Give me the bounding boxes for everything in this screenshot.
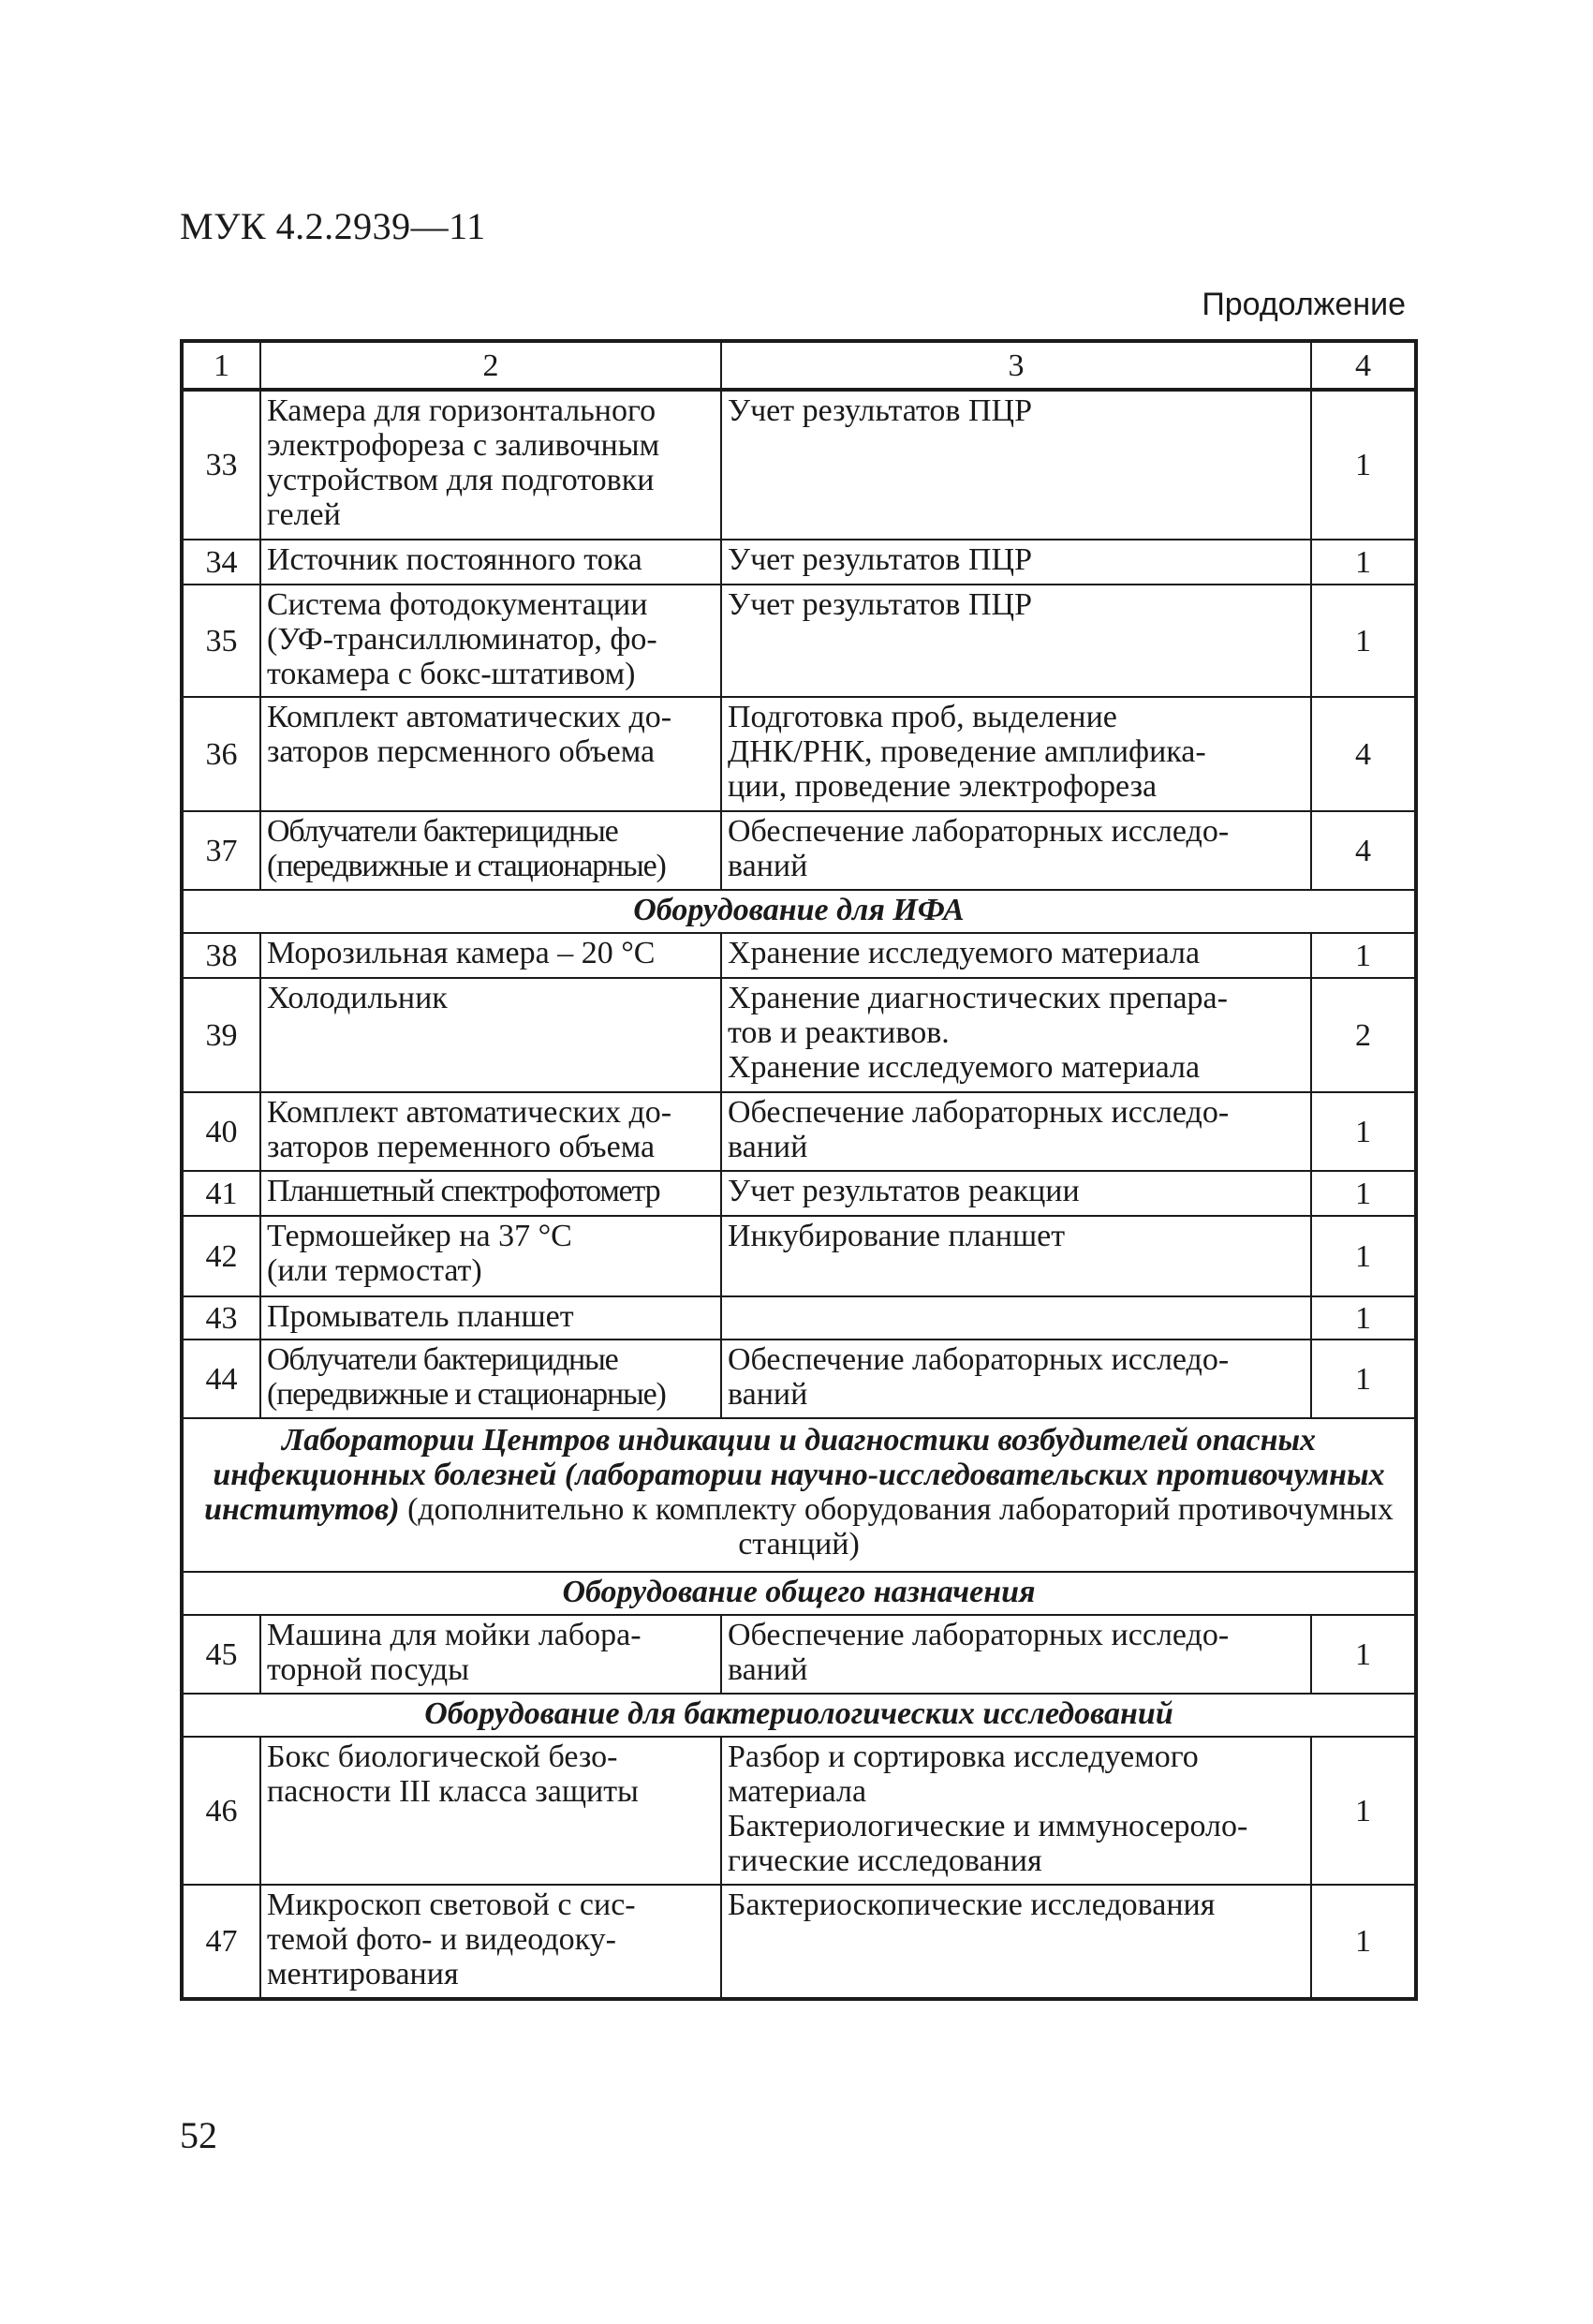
equipment-quantity: 1 [1311,1615,1416,1694]
equipment-name: Микроскоп световой с сис- темой фото- и видеодоку- ментирования [260,1885,721,1999]
column-header: 4 [1311,341,1416,390]
equipment-purpose: Учет результатов ПЦР [721,585,1311,697]
equipment-purpose: Бактериоскопические исследования [721,1885,1311,1999]
equipment-purpose: Обеспечение лабораторных исследо- ваний [721,1615,1311,1694]
row-number: 43 [182,1296,260,1340]
row-number: 37 [182,811,260,890]
equipment-quantity: 1 [1311,390,1416,540]
equipment-quantity: 1 [1311,1885,1416,1999]
table-row [182,1737,1416,1885]
equipment-quantity: 1 [1311,1092,1416,1171]
equipment-quantity: 4 [1311,697,1416,811]
equipment-quantity: 1 [1311,585,1416,697]
equipment-name: Промыватель планшет [260,1296,721,1340]
row-number: 42 [182,1216,260,1296]
equipment-purpose: Обеспечение лабораторных исследо- ваний [721,1092,1311,1171]
equipment-name: Облучатели бактерицидные (передвижные и стационарные) [260,811,721,890]
equipment-purpose: Обеспечение лабораторных исследо- ваний [721,1340,1311,1418]
table-row [182,1296,1416,1340]
table-row [182,1216,1416,1296]
equipment-name: Облучатели бактерицидные (передвижные и стационарные) [260,1340,721,1418]
section-title: Оборудование для ИФА [182,890,1416,933]
table-row [182,933,1416,978]
table-row [182,585,1416,697]
column-header: 3 [721,341,1311,390]
equipment-quantity: 1 [1311,1296,1416,1340]
row-number: 35 [182,585,260,697]
row-number: 38 [182,933,260,978]
table-row [182,978,1416,1092]
equipment-quantity: 1 [1311,1171,1416,1216]
equipment-quantity: 4 [1311,811,1416,890]
row-number: 36 [182,697,260,811]
table-row [182,1171,1416,1216]
labs-section-note: (дополнительно к комплекту оборудования лабораторий противочумных станций) [399,1492,1394,1562]
row-number: 39 [182,978,260,1092]
equipment-name: Планшетный спектрофотометр [260,1171,721,1216]
equipment-name: Камера для горизонтального электрофореза с заливочным устройством для подготовки гелей [260,390,721,540]
equipment-purpose: Подготовка проб, выделение ДНК/РНК, проведение амплифика- ции, проведение электрофореза [721,697,1311,811]
row-number: 34 [182,540,260,585]
table-row [182,1615,1416,1694]
equipment-purpose: Хранение исследуемого материала [721,933,1311,978]
row-number: 33 [182,390,260,540]
equipment-quantity: 1 [1311,1340,1416,1418]
equipment-name: Бокс биологической безо- пасности III класса защиты [260,1737,721,1885]
equipment-name: Система фотодокументации (УФ-трансиллюминатор, фо- токамера с бокс-штативом) [260,585,721,697]
continuation-label: Продолжение [1202,287,1406,322]
equipment-quantity: 1 [1311,540,1416,585]
equipment-purpose: Инкубирование планшет [721,1216,1311,1296]
equipment-name: Комплект автоматических до- заторов перcменного объема [260,697,721,811]
equipment-name: Машина для мойки лабора- торной посуды [260,1615,721,1694]
row-number: 41 [182,1171,260,1216]
equipment-quantity: 1 [1311,1216,1416,1296]
table-row [182,811,1416,890]
equipment-name: Источник постоянного тока [260,540,721,585]
equipment-purpose: Учет результатов ПЦР [721,390,1311,540]
equipment-purpose [721,1296,1311,1340]
row-number: 46 [182,1737,260,1885]
equipment-purpose: Хранение диагностических препара- тов и реактивов. Хранение исследуемого материала [721,978,1311,1092]
equipment-name: Термошейкер на 37 °С (или термостат) [260,1216,721,1296]
equipment-purpose: Учет результатов ПЦР [721,540,1311,585]
section-title: Оборудование для бактериологических исследований [182,1694,1416,1737]
table-header-row [182,341,1416,390]
table-row [182,390,1416,540]
document-code: МУК 4.2.2939—11 [180,205,486,247]
labs-section-row [182,1418,1416,1572]
column-header: 1 [182,341,260,390]
equipment-quantity: 1 [1311,933,1416,978]
row-number: 40 [182,1092,260,1171]
table-row [182,1092,1416,1171]
table-row [182,1340,1416,1418]
section-row [182,1572,1416,1615]
column-header: 2 [260,341,721,390]
section-title: Оборудование общего назначения [182,1572,1416,1615]
equipment-purpose: Учет результатов реакции [721,1171,1311,1216]
section-row [182,890,1416,933]
equipment-purpose: Обеспечение лабораторных исследо- ваний [721,811,1311,890]
page-number: 52 [180,2114,217,2156]
table-row [182,540,1416,585]
equipment-name: Холодильник [260,978,721,1092]
row-number: 44 [182,1340,260,1418]
section-row [182,1694,1416,1737]
labs-section-title [182,1418,1416,1572]
table-row [182,1885,1416,1999]
equipment-name: Морозильная камера – 20 °С [260,933,721,978]
equipment-table [180,339,1418,2001]
equipment-quantity: 1 [1311,1737,1416,1885]
equipment-quantity: 2 [1311,978,1416,1092]
labs-section-bold: Лаборатории Центров индикации и диагностики возбудителей опасных инфекционных болезней (лаборатории научно-исследовательских противочумных институтов) [204,1423,1385,1527]
row-number: 47 [182,1885,260,1999]
equipment-purpose: Разбор и сортировка исследуемого материала Бактериологические и иммуносероло- гические исследования [721,1737,1311,1885]
row-number: 45 [182,1615,260,1694]
equipment-name: Комплект автоматических до- заторов переменного объема [260,1092,721,1171]
table-row [182,697,1416,811]
